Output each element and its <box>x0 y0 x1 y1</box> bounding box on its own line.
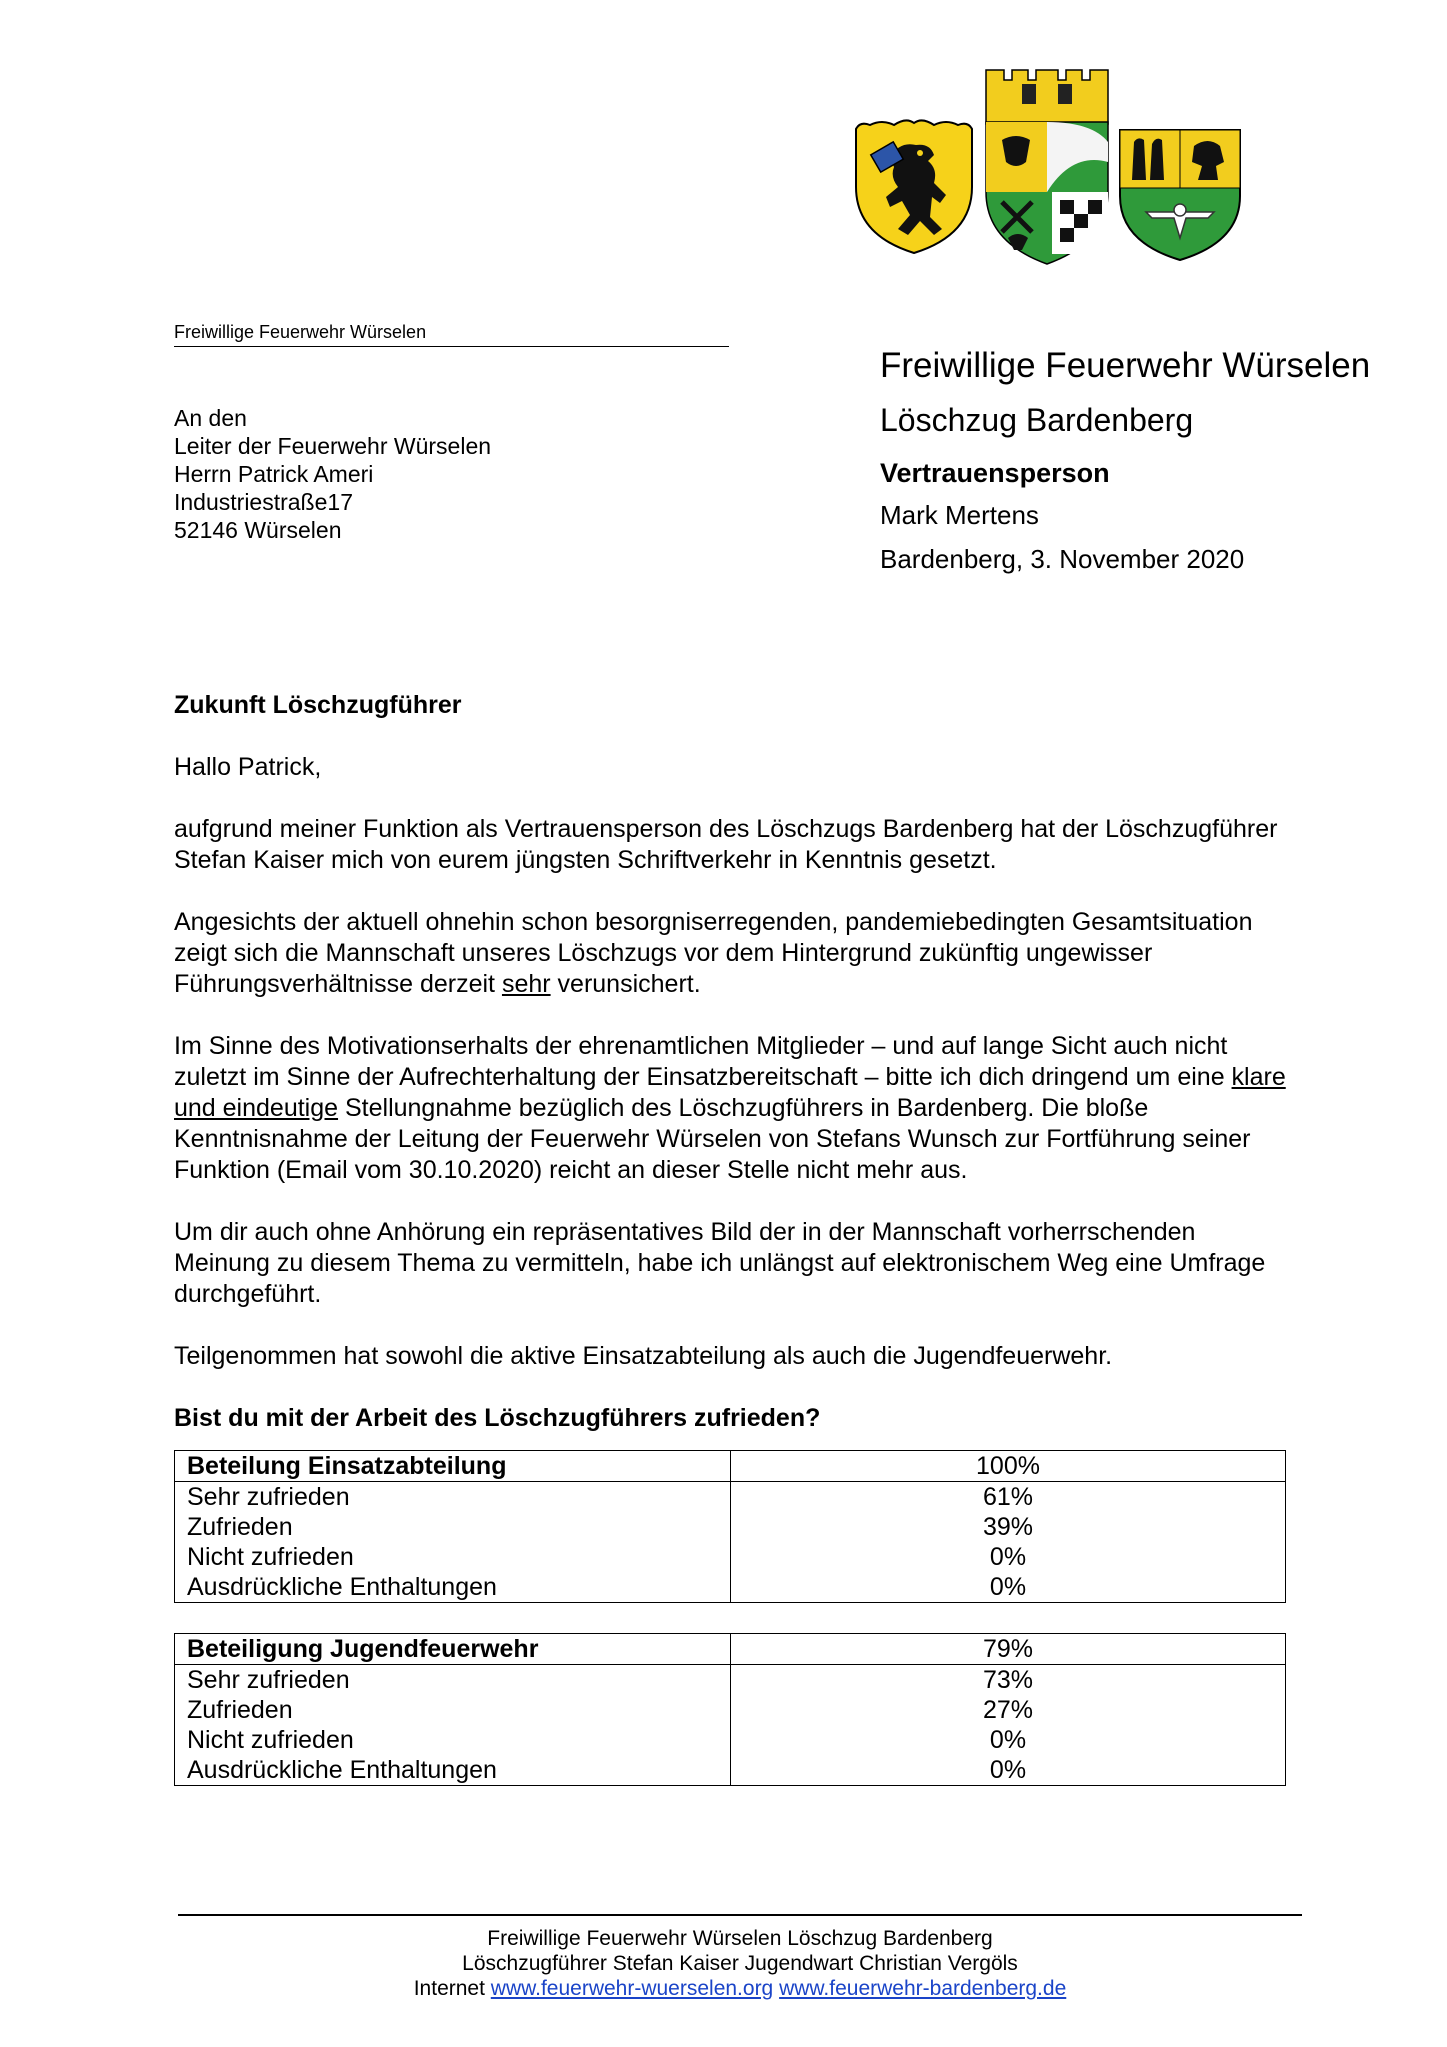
table-cell-value: 100% <box>731 1451 1286 1482</box>
table-cell-label: Sehr zufrieden <box>175 1482 731 1513</box>
letter-date: Bardenberg, 3. November 2020 <box>880 544 1245 574</box>
paragraph-2-text: verunsichert. <box>550 970 701 998</box>
table-cell-label: Beteilung Einsatzabteilung <box>175 1451 731 1482</box>
paragraph-2 <box>174 907 1294 1000</box>
letter-body <box>174 690 1294 1786</box>
recipient-line: Herrn Patrick Ameri <box>174 461 374 487</box>
table-row <box>175 1512 1286 1542</box>
table-cell-value: 73% <box>731 1665 1286 1696</box>
paragraph-1: aufgrund meiner Funktion als Vertrauensperson des Löschzugs Bardenberg hat der Löschzugführer Stefan Kaiser mich von eurem jüngsten Schriftverkehr in Kenntnis gesetzt. <box>174 815 1278 874</box>
table-row <box>175 1482 1286 1513</box>
table-row <box>175 1634 1286 1665</box>
letterhead-block <box>880 342 1370 576</box>
footer-divider <box>178 1914 1302 1916</box>
recipient-address <box>174 404 491 544</box>
table-cell-value: 79% <box>731 1634 1286 1665</box>
table-row <box>175 1542 1286 1572</box>
footer-internet-label: Internet <box>413 1977 485 2000</box>
castle-crest-icon <box>982 62 1112 267</box>
survey-question: Bist du mit der Arbeit des Löschzugführers zufrieden? <box>174 1404 821 1432</box>
table-cell-value: 27% <box>731 1695 1286 1725</box>
table-row <box>175 1725 1286 1755</box>
table-cell-label: Ausdrückliche Enthaltungen <box>175 1572 731 1603</box>
survey-table-einsatzabteilung <box>174 1450 1286 1603</box>
paragraph-4: Um dir auch ohne Anhörung ein repräsentatives Bild der in der Mannschaft vorherrschenden Meinung zu diesem Thema zu vermitteln, habe ich unlängst auf elektronischem Weg eine Umfrage durchgeführt. <box>174 1218 1266 1308</box>
recipient-line: 52146 Würselen <box>174 517 342 543</box>
footer <box>178 1926 1302 2001</box>
link-feuerwehr-bardenberg[interactable]: www.feuerwehr-bardenberg.de <box>779 1977 1067 2000</box>
letter-subject: Zukunft Löschzugführer <box>174 691 462 719</box>
table-cell-value: 0% <box>731 1755 1286 1786</box>
paragraph-5: Teilgenommen hat sowohl die aktive Einsatzabteilung als auch die Jugendfeuerwehr. <box>174 1342 1113 1370</box>
table-cell-label: Nicht zufrieden <box>175 1725 731 1755</box>
table-cell-label: Nicht zufrieden <box>175 1542 731 1572</box>
table-row <box>175 1451 1286 1482</box>
table-cell-label: Zufrieden <box>175 1512 731 1542</box>
recipient-line: Leiter der Feuerwehr Würselen <box>174 433 492 459</box>
table-cell-value: 61% <box>731 1482 1286 1513</box>
table-cell-value: 0% <box>731 1572 1286 1603</box>
org-subtitle: Löschzug Bardenberg <box>880 402 1194 438</box>
org-person: Mark Mertens <box>880 500 1039 530</box>
paragraph-3-text: Stellungnahme bezüglich des Löschzugführers in Bardenberg. Die bloße Kenntnisnahme der Leitung der Feuerwehr Würselen von Stefans Wunsch zur Fortführung seiner Funktion (Email vom 30.10.2020) reicht an dieser Stelle nicht mehr aus. <box>174 1094 1251 1184</box>
lion-crest-icon <box>850 117 978 257</box>
paragraph-3-text: Im Sinne des Motivationserhalts der ehrenamtlichen Mitglieder – und auf lange Sicht auch nicht zuletzt im Sinne der Aufrechterhaltung der Einsatzbereitschaft – bitte ich dich dringend um eine <box>174 1032 1232 1091</box>
recipient-line: An den <box>174 405 247 431</box>
org-title: Freiwillige Feuerwehr Würselen <box>880 346 1371 385</box>
survey-table-jugendfeuerwehr <box>174 1633 1286 1786</box>
org-role: Vertrauensperson <box>880 458 1110 488</box>
table-cell-value: 39% <box>731 1512 1286 1542</box>
table-row <box>175 1755 1286 1786</box>
underlined-emphasis: sehr <box>501 970 551 998</box>
paragraph-3 <box>174 1031 1294 1186</box>
table-cell-value: 0% <box>731 1542 1286 1572</box>
footer-links <box>178 1976 1302 2001</box>
footer-line: Freiwillige Feuerwehr Würselen Löschzug Bardenberg <box>487 1927 993 1950</box>
table-row <box>175 1572 1286 1603</box>
footer-line: Löschzugführer Stefan Kaiser Jugendwart Christian Vergöls <box>462 1952 1018 1975</box>
coat-of-arms-group <box>850 62 1250 272</box>
table-cell-label: Zufrieden <box>175 1695 731 1725</box>
table-cell-label: Sehr zufrieden <box>175 1665 731 1696</box>
underlined-emphasis: klare und eindeutige <box>174 1063 1286 1122</box>
recipient-line: Industriestraße17 <box>174 489 353 515</box>
greeting: Hallo Patrick, <box>174 753 322 781</box>
table-row <box>175 1665 1286 1696</box>
table-cell-label: Ausdrückliche Enthaltungen <box>175 1755 731 1786</box>
sender-line: Freiwillige Feuerwehr Würselen <box>174 322 729 347</box>
link-feuerwehr-wuerselen[interactable]: www.feuerwehr-wuerselen.org <box>490 1977 774 2000</box>
table-cell-value: 0% <box>731 1725 1286 1755</box>
table-cell-label: Beteiligung Jugendfeuerwehr <box>175 1634 731 1665</box>
aircraft-crest-icon <box>1116 122 1244 262</box>
paragraph-2-text: Angesichts der aktuell ohnehin schon besorgniserregenden, pandemiebedingten Gesamtsituation zeigt sich die Mannschaft unseres Löschzugs vor dem Hintergrund zukünftig ungewisser Führungsverhältnisse derzeit <box>174 908 1253 998</box>
table-row <box>175 1695 1286 1725</box>
